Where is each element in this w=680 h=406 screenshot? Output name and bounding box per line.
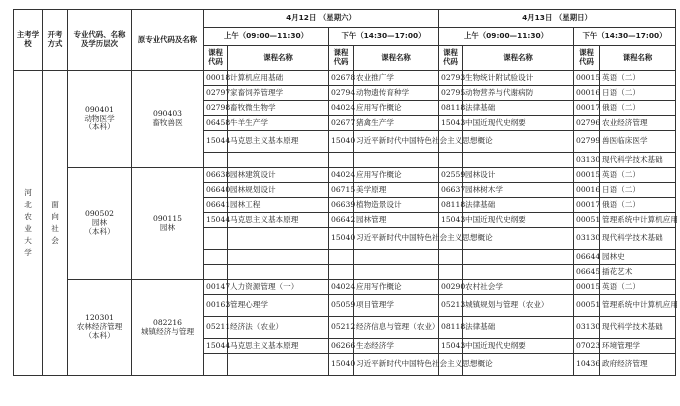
course-code [204,153,228,168]
course-code: 02798 [204,101,228,116]
course-code: 02797 [204,86,228,101]
course-code: 02796 [574,116,600,131]
orig-major-line: 畜牧兽医 [152,118,183,127]
course-code: 00016 [574,86,600,101]
orig-major-line: 082216 [153,317,182,327]
course-name: 日语（二） [600,86,676,101]
course-code [439,265,463,280]
course-name: 园林规划设计 [228,183,329,198]
major-line: 120301 [85,313,114,323]
course-name: 习近平新时代中国特色社会主义思想概论 [354,131,439,153]
course-name: 城镇规划与管理（农业） [463,295,574,317]
table-row [14,71,676,86]
course-code [329,250,354,265]
course-code: 15043 [439,116,463,131]
course-code: 06458 [204,116,228,131]
course-code: 03130 [574,153,600,168]
course-name: 马克思主义基本原理 [228,213,329,228]
mode-name: 面向社会 [51,200,59,245]
course-code: 04024 [329,101,354,116]
course-name: 农业经济管理 [600,116,676,131]
course-code: 02794 [329,86,354,101]
course-name: 动物营养与代谢病防 [463,86,574,101]
course-name [228,153,329,168]
course-code: 00015 [574,280,600,295]
course-code: 02795 [439,86,463,101]
header-name: 课程名称 [354,46,439,71]
course-code [204,250,228,265]
course-code: 00051 [574,295,600,317]
course-code: 00015 [574,71,600,86]
major-line: 农林经济管理 [76,322,123,332]
course-code: 03130 [574,228,600,250]
header-name: 课程名称 [228,46,329,71]
course-name: 牛羊生产学 [228,116,329,131]
orig-major-cell [132,168,204,280]
course-code: 00290 [439,280,463,295]
course-name: 英语（二） [600,168,676,183]
course-name: 园林设计 [463,168,574,183]
course-name [354,153,439,168]
course-name: 人力资源管理（一） [228,280,329,295]
header-day2-pm: 下午（14:30—17:00） [574,28,676,46]
course-code [329,265,354,280]
course-name: 农业推广学 [354,71,439,86]
course-name: 项目管理学 [354,295,439,317]
course-code: 05213 [439,295,463,317]
header-code: 课程代码 [329,46,354,71]
course-name: 生态经济学 [354,339,439,354]
course-code: 02677 [329,116,354,131]
header-name: 课程名称 [463,46,574,71]
course-name: 英语（二） [600,71,676,86]
course-name: 园林史 [600,250,676,265]
school-cell [14,71,43,376]
course-code: 10436 [574,354,600,376]
course-code: 15040 [329,354,354,376]
header-day1: 4月12日 （星期六） [204,10,439,28]
course-name: 管理系统中计算机应用 [600,295,676,317]
course-name [228,354,329,376]
course-name: 现代科学技术基础 [600,228,676,250]
course-code: 05211 [204,317,228,339]
course-code: 15044 [204,339,228,354]
header-name: 课程名称 [600,46,676,71]
course-code: 15040 [329,131,354,153]
course-name: 管理心理学 [228,295,329,317]
course-code [204,354,228,376]
course-name: 马克思主义基本原理 [228,339,329,354]
course-code: 15040 [329,228,354,250]
course-name: 兽医临床医学 [600,131,676,153]
course-code [204,228,228,250]
course-code: 00163 [204,295,228,317]
course-name: 应用写作概论 [354,168,439,183]
course-name: 法律基础 [463,198,574,213]
course-name: 日语（二） [600,183,676,198]
orig-major-cell [132,280,204,376]
course-code: 07023 [574,339,600,354]
schedule-body [14,71,676,376]
header-code: 课程代码 [439,46,463,71]
course-code: 08118 [439,198,463,213]
orig-major-line: 090115 [153,213,182,223]
course-name [228,250,329,265]
course-code: 06715 [329,183,354,198]
course-code: 06644 [574,250,600,265]
orig-major-line: 园林 [159,222,176,232]
course-name [463,250,574,265]
orig-major-line: 090403 [153,109,182,119]
course-code: 00017 [574,101,600,116]
header-day2-am: 上午（09:00—11:30） [439,28,574,46]
course-name: 现代科学技术基础 [600,153,676,168]
course-code [439,250,463,265]
exam-schedule-table [13,9,676,376]
course-code: 15043 [439,213,463,228]
course-name [228,228,329,250]
course-code: 15044 [204,213,228,228]
course-code: 04024 [329,168,354,183]
course-code: 06266 [329,339,354,354]
header-row-days [14,10,676,28]
course-code: 08118 [439,101,463,116]
course-name: 中国近现代史纲要 [463,116,574,131]
major-line: （本科） [84,122,115,132]
major-cell [68,168,132,280]
course-name: 习近平新时代中国特色社会主义思想概论 [354,354,439,376]
course-code: 06640 [204,183,228,198]
table-row [14,168,676,183]
course-name: 园林树木学 [463,183,574,198]
header-school: 主考学校 [14,10,43,71]
major-line: 090401 [85,104,114,114]
course-name: 应用写作概论 [354,101,439,116]
course-code: 05059 [329,295,354,317]
course-name [463,265,574,280]
course-name: 中国近现代史纲要 [463,339,574,354]
course-name: 环境管理学 [600,339,676,354]
header-day1-pm: 下午（14:30—17:00） [329,28,439,46]
major-line: 园林 [91,218,108,228]
course-name: 中国近现代史纲要 [463,213,574,228]
major-line: （本科） [84,226,115,236]
orig-major-cell [132,71,204,168]
course-code: 00147 [204,280,228,295]
course-code: 15044 [204,131,228,153]
course-code: 00016 [574,183,600,198]
course-name [228,265,329,280]
course-name: 马克思主义基本原理 [228,131,329,153]
course-code: 06642 [329,213,354,228]
course-code [329,153,354,168]
course-code: 15043 [439,339,463,354]
course-name: 畜牧微生物学 [228,101,329,116]
course-name [354,250,439,265]
course-name: 动物遗传育种学 [354,86,439,101]
course-code: 02559 [439,168,463,183]
course-name: 农村社会学 [463,280,574,295]
course-code: 06641 [204,198,228,213]
course-name: 园林建筑设计 [228,168,329,183]
major-line: 动物医学 [84,113,115,123]
course-code: 08118 [439,317,463,339]
course-name: 俄语（二） [600,198,676,213]
course-name: 美学原理 [354,183,439,198]
major-cell [68,280,132,376]
course-name: 习近平新时代中国特色社会主义思想概论 [354,228,439,250]
course-name: 应用写作概论 [354,280,439,295]
course-name: 法律基础 [463,317,574,339]
header-mode: 开考方式 [43,10,68,71]
table-row [14,280,676,295]
header-major: 专业代码、名称及学历层次 [68,10,132,71]
course-name: 家畜饲养管理学 [228,86,329,101]
mode-cell [43,71,68,376]
course-code: 06639 [329,198,354,213]
course-code: 00051 [574,213,600,228]
course-name: 现代科学技术基础 [600,317,676,339]
header-day2: 4月13日 （星期日） [439,10,676,28]
course-code: 03130 [574,317,600,339]
school-name: 河北农业大学 [24,188,32,257]
course-name: 园林工程 [228,198,329,213]
major-line: （本科） [84,330,115,340]
header-orig-major: 原专业代码及名称 [132,10,204,71]
course-code: 00018 [204,71,228,86]
course-code: 04024 [329,280,354,295]
course-name: 经济法（农业） [228,317,329,339]
header-code: 课程代码 [204,46,228,71]
course-code: 06645 [574,265,600,280]
course-code [204,265,228,280]
course-name: 园林管理 [354,213,439,228]
orig-major-line: 城镇经济与管理 [140,326,195,336]
major-line: 090502 [85,209,114,219]
course-code: 02793 [439,71,463,86]
major-cell [68,71,132,168]
course-name: 生物统计附试验设计 [463,71,574,86]
header-day1-am: 上午（09:00—11:30） [204,28,329,46]
course-code: 00017 [574,198,600,213]
course-name: 英语（二） [600,280,676,295]
course-name: 植物造景设计 [354,198,439,213]
course-code: 06638 [204,168,228,183]
course-code: 00015 [574,168,600,183]
course-code: 05212 [329,317,354,339]
course-name: 俄语（二） [600,101,676,116]
course-name: 计算机应用基础 [228,71,329,86]
course-name [463,153,574,168]
course-name: 经济信息与管理（农业） [354,317,439,339]
course-name [354,265,439,280]
course-name: 法律基础 [463,101,574,116]
course-name: 插花艺术 [600,265,676,280]
course-name: 猪禽生产学 [354,116,439,131]
header-code: 课程代码 [574,46,600,71]
course-code: 02678 [329,71,354,86]
course-name: 管理系统中计算机应用 [600,213,676,228]
course-name: 政府经济管理 [600,354,676,376]
course-code [439,153,463,168]
course-code: 02799 [574,131,600,153]
course-code: 06637 [439,183,463,198]
